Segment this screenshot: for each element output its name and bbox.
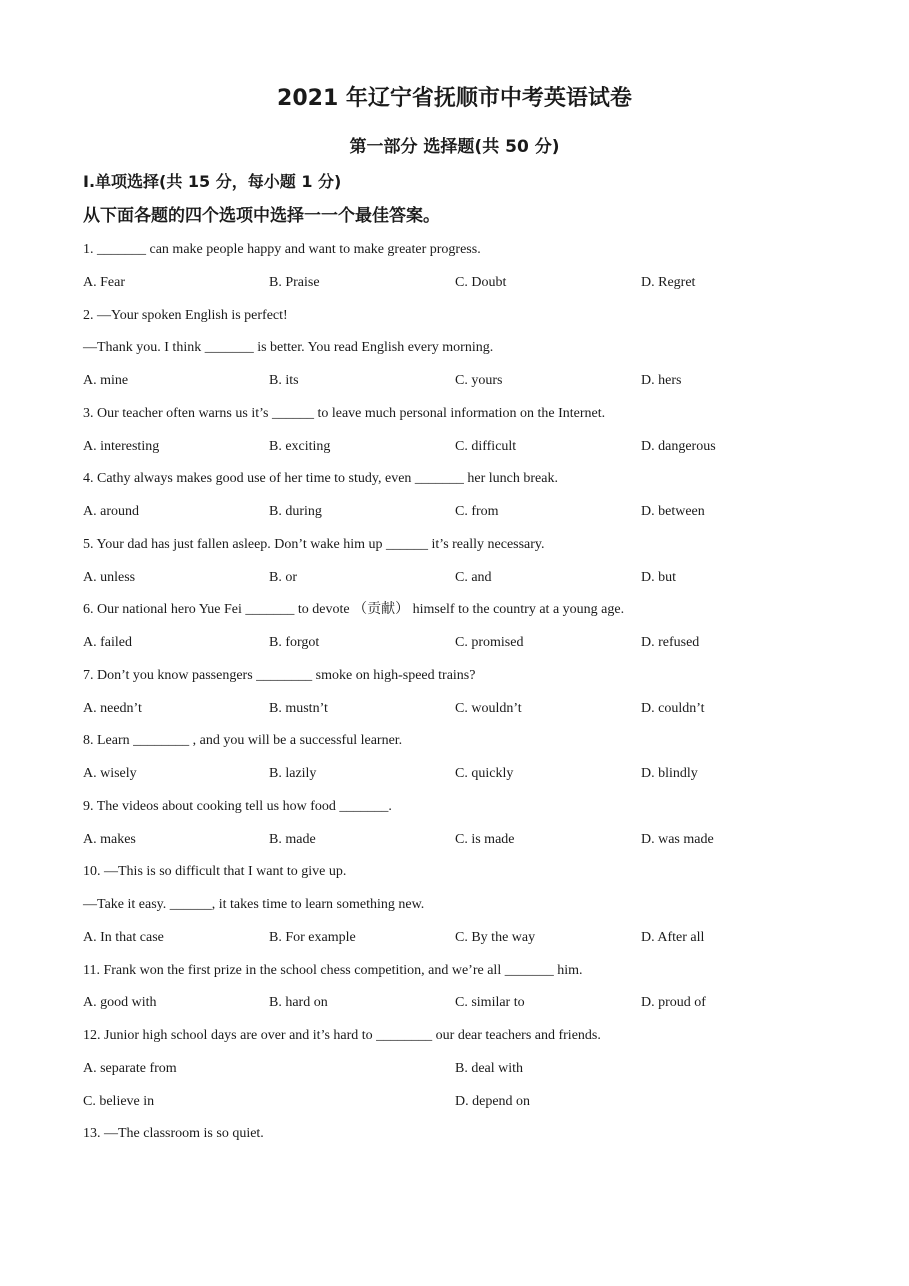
answer-option: D. After all: [641, 929, 705, 945]
question-1: [83, 236, 843, 302]
answer-option: A. interesting: [83, 438, 160, 454]
question-text: —Take it easy. ______, it takes time to learn something new.: [83, 897, 425, 912]
question-8: [83, 727, 843, 793]
answer-option: C. and: [455, 569, 492, 585]
exam-title: 2021 年辽宁省抚顺市中考英语试卷: [277, 86, 632, 111]
answer-option: A. unless: [83, 569, 136, 585]
question-12: [83, 1022, 843, 1120]
answer-option: D. proud of: [641, 995, 706, 1011]
answer-option: A. wisely: [83, 766, 137, 781]
question-text: 2. —Your spoken English is perfect!: [83, 307, 288, 323]
answer-option: B. made: [269, 831, 316, 847]
question-text: 6. Our national hero Yue Fei _______ to devote （贡献） himself to the country at a young age.: [83, 602, 625, 618]
option-row: [83, 1055, 843, 1088]
question-text: 9. The videos about cooking tell us how food _______.: [83, 798, 392, 814]
answer-option: B. mustn’t: [269, 700, 328, 716]
option-row: [83, 760, 843, 793]
answer-option: C. similar to: [455, 995, 525, 1011]
answer-option: C. Doubt: [455, 274, 507, 290]
question-text: 5. Your dad has just fallen asleep. Don’t wake him up ______ it’s really necessary.: [83, 536, 545, 552]
answer-option: D. was made: [641, 831, 714, 847]
question-3: [83, 400, 843, 466]
answer-option: C. from: [455, 504, 499, 519]
answer-option: B. its: [269, 373, 299, 388]
question-text: 7. Don’t you know passengers ________ smoke on high-speed trains?: [83, 667, 476, 683]
answer-option: D. Regret: [641, 274, 696, 290]
answer-option: B. or: [269, 569, 297, 585]
option-row: [83, 433, 843, 466]
answer-option: C. is made: [455, 831, 515, 847]
answer-option: B. Praise: [269, 274, 320, 290]
answer-option: B. For example: [269, 929, 356, 945]
answer-option: D. between: [641, 504, 705, 519]
option-row: [83, 924, 843, 957]
answer-option: C. difficult: [455, 438, 517, 454]
question-text: 11. Frank won the first prize in the school chess competition, and we’re all _______ him.: [83, 962, 583, 978]
answer-option: C. believe in: [83, 1093, 155, 1109]
question-13: [83, 1120, 843, 1153]
answer-option: A. separate from: [83, 1060, 177, 1076]
answer-option: C. yours: [455, 373, 503, 388]
answer-option: B. hard on: [269, 995, 328, 1011]
answer-option: B. lazily: [269, 766, 317, 781]
option-row: [83, 367, 843, 400]
question-10: [83, 858, 843, 956]
answer-option: A. mine: [83, 373, 129, 388]
question-text: 10. —This is so difficult that I want to give up.: [83, 864, 347, 880]
answer-option: A. good with: [83, 995, 157, 1011]
question-text: 3. Our teacher often warns us it’s ______ to leave much personal information on the Internet.: [83, 405, 606, 421]
answer-option: B. exciting: [269, 438, 331, 454]
question-list: [83, 236, 843, 1153]
answer-option: D. hers: [641, 373, 682, 388]
answer-option: C. quickly: [455, 766, 514, 781]
answer-option: A. In that case: [83, 929, 164, 945]
answer-option: D. refused: [641, 635, 700, 650]
question-5: [83, 531, 843, 597]
question-text: 12. Junior high school days are over and it’s hard to ________ our dear teachers and friends.: [83, 1028, 601, 1043]
answer-option: A. failed: [83, 635, 132, 650]
part-heading: 第一部分 选择题(共 50 分): [349, 137, 560, 157]
answer-option: C. wouldn’t: [455, 700, 522, 716]
section-heading: I.单项选择(共 15 分，每小题 1 分): [83, 172, 342, 191]
answer-option: A. needn’t: [83, 700, 142, 716]
answer-option: C. promised: [455, 635, 524, 650]
question-text: 8. Learn ________ , and you will be a successful learner.: [83, 733, 403, 749]
question-text: 1. _______ can make people happy and want to make greater progress.: [83, 242, 481, 257]
option-row: [83, 498, 843, 531]
question-text: 13. —The classroom is so quiet.: [83, 1126, 264, 1142]
answer-option: D. depend on: [455, 1093, 531, 1109]
answer-option: C. By the way: [455, 929, 536, 945]
question-9: [83, 793, 843, 859]
option-row: [83, 695, 843, 728]
question-11: [83, 957, 843, 1023]
answer-option: D. dangerous: [641, 438, 716, 454]
option-row: [83, 564, 843, 597]
question-2: [83, 302, 843, 400]
option-row: [83, 826, 843, 859]
answer-option: D. couldn’t: [641, 700, 705, 716]
answer-option: B. during: [269, 504, 322, 519]
section-instruction: 从下面各题的四个选项中选择一一个最佳答案。: [83, 206, 440, 226]
option-row: [83, 629, 843, 662]
answer-option: D. but: [641, 569, 676, 585]
question-4: [83, 465, 843, 531]
question-6: [83, 596, 843, 662]
option-row: [83, 989, 843, 1022]
question-text: 4. Cathy always makes good use of her time to study, even _______ her lunch break.: [83, 471, 558, 487]
option-row: [83, 269, 843, 302]
answer-option: D. blindly: [641, 766, 698, 781]
question-7: [83, 662, 843, 728]
option-row: [83, 1088, 843, 1121]
answer-option: A. around: [83, 504, 139, 519]
question-text: —Thank you. I think _______ is better. You read English every morning.: [83, 340, 494, 356]
answer-option: A. Fear: [83, 274, 125, 290]
answer-option: A. makes: [83, 831, 136, 847]
answer-option: B. deal with: [455, 1060, 524, 1076]
answer-option: B. forgot: [269, 635, 320, 650]
